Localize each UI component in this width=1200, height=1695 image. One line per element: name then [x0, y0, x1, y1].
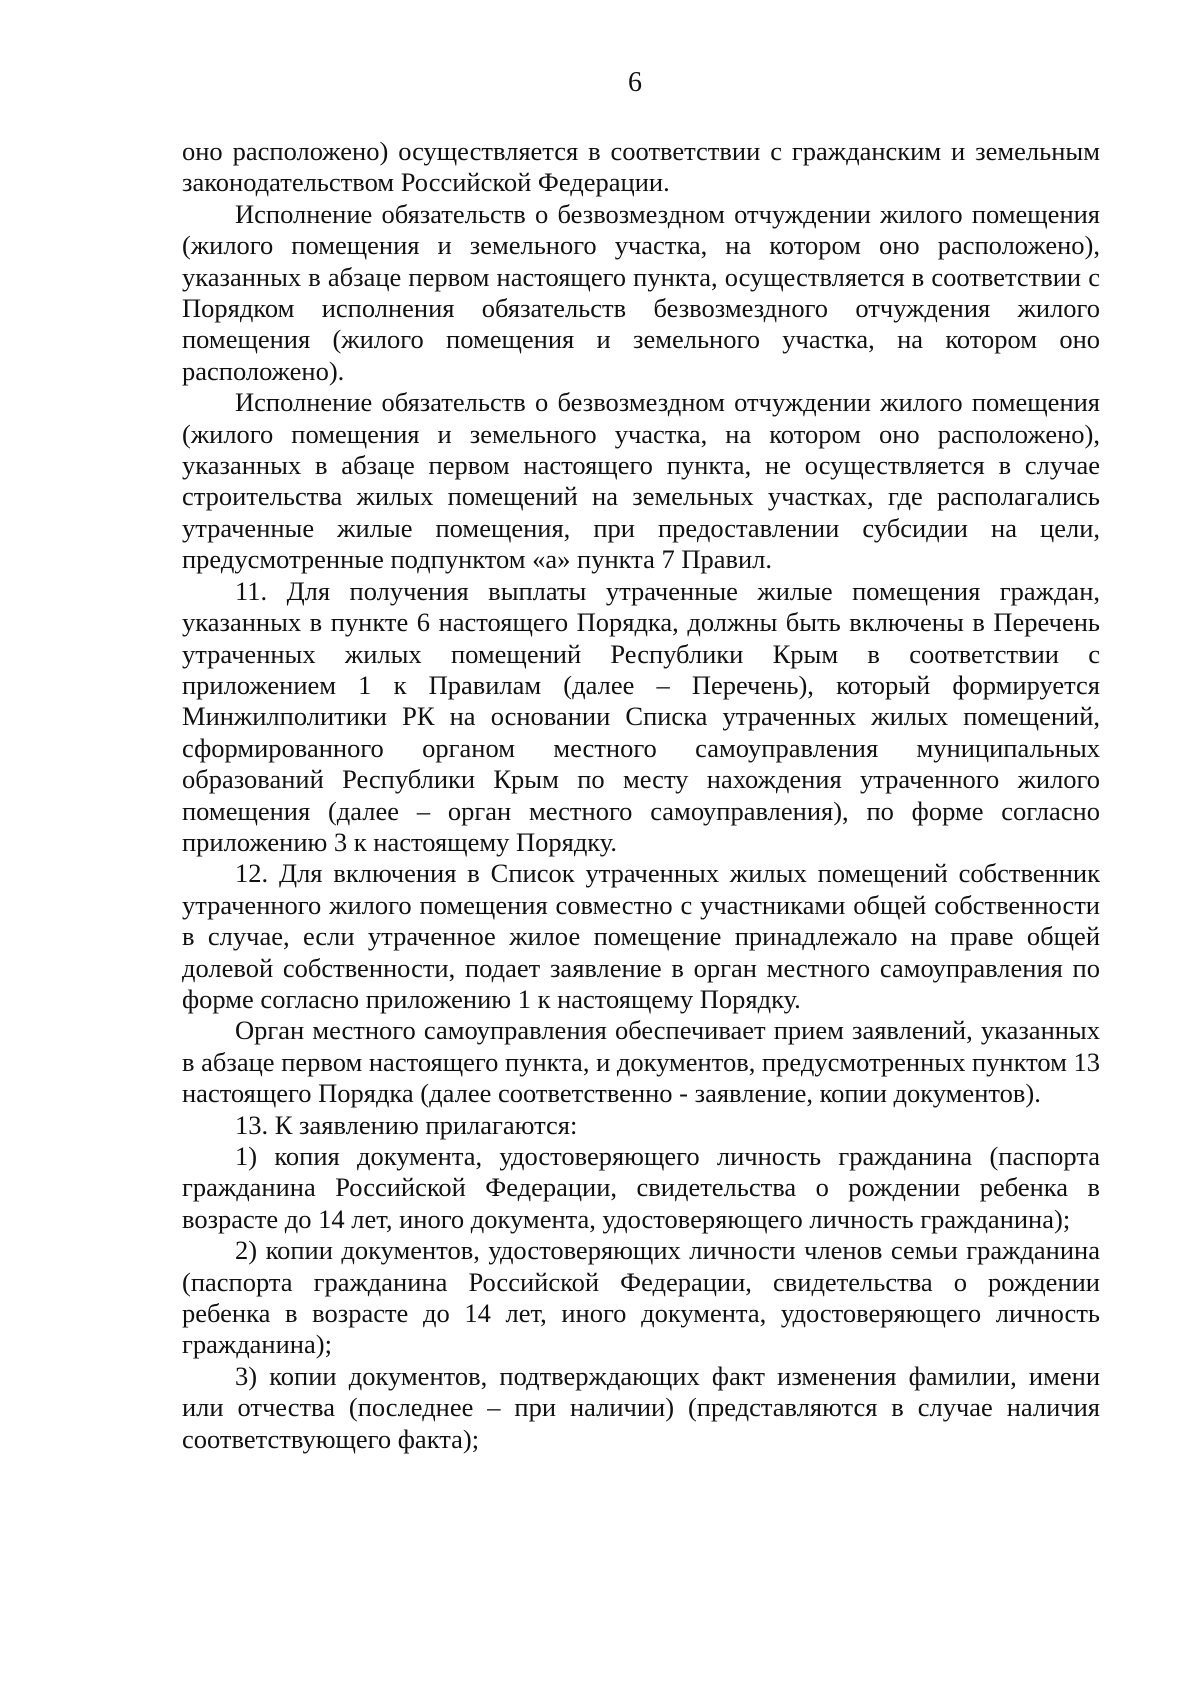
paragraph-item-13: 13. К заявлению прилагаются:: [235, 1109, 578, 1140]
list-item-3: 3) копии документов, подтверждающих факт изменения фамилии, имени или отчества (последнее – при наличии) (представляются в случае наличия соответствующего факта);: [182, 1360, 1100, 1454]
paragraph-continuation: оно расположено) осуществляется в соответствии с гражданским и земельным законодательством Российской Федерации.: [182, 136, 1100, 198]
page-number: 6: [628, 67, 642, 98]
paragraph-item-12: 12. Для включения в Список утраченных жилых помещений собственник утраченного жилого помещения совместно с участниками общей собственности в случае, если утраченное жилое помещение принадлежало на праве общей долевой собственности, подает заявление в орган местного самоуправления по форме согласно приложению 1 к настоящему Порядку.: [182, 858, 1100, 1014]
paragraph-item-12-reception: Орган местного самоуправления обеспечивает прием заявлений, указанных в абзаце первом настоящего пункта, и документов, предусмотренных пунктом 13 настоящего Порядка (далее соответственно - заявление, копии документов).: [182, 1015, 1100, 1109]
document-body: [182, 136, 1100, 1455]
list-item-2: 2) копии документов, удостоверяющих личности членов семьи гражданина (паспорта гражданина Российской Федерации, свидетельства о рождении ребенка в возрасте до 14 лет, иного документа, удостоверяющего личность гражданина);: [182, 1235, 1100, 1360]
paragraph-item-11: 11. Для получения выплаты утраченные жилые помещения граждан, указанных в пункте 6 настоящего Порядка, должны быть включены в Перечень утраченных жилых помещений Республики Крым в соответствии с приложением 1 к Правилам (далее – Перечень), который формируется Минжилполитики РК на основании Списка утраченных жилых помещений, сформированного органом местного самоуправления муниципальных образований Республики Крым по месту нахождения утраченного жилого помещения (далее – орган местного самоуправления), по форме согласно приложению 3 к настоящему Порядку.: [182, 575, 1100, 857]
paragraph-obligations-execution: Исполнение обязательств о безвозмездном отчуждении жилого помещения (жилого помещения и земельного участка, на котором оно расположено), указанных в абзаце первом настоящего пункта, осуществляется в соответствии с Порядком исполнения обязательств безвозмездного отчуждения жилого помещения (жилого помещения и земельного участка, на котором оно расположено).: [182, 198, 1100, 386]
paragraph-obligations-exception: Исполнение обязательств о безвозмездном отчуждении жилого помещения (жилого помещения и земельного участка, на котором оно расположено), указанных в абзаце первом настоящего пункта, не осуществляется в случае строительства жилых помещений на земельных участках, где располагались утраченные жилые помещения, при предоставлении субсидии на цели, предусмотренные подпунктом «а» пункта 7 Правил.: [182, 387, 1100, 575]
list-item-1: 1) копия документа, удостоверяющего личность гражданина (паспорта гражданина Российской Федерации, свидетельства о рождении ребенка в возрасте до 14 лет, иного документа, удостоверяющего личность гражданина);: [182, 1141, 1100, 1234]
